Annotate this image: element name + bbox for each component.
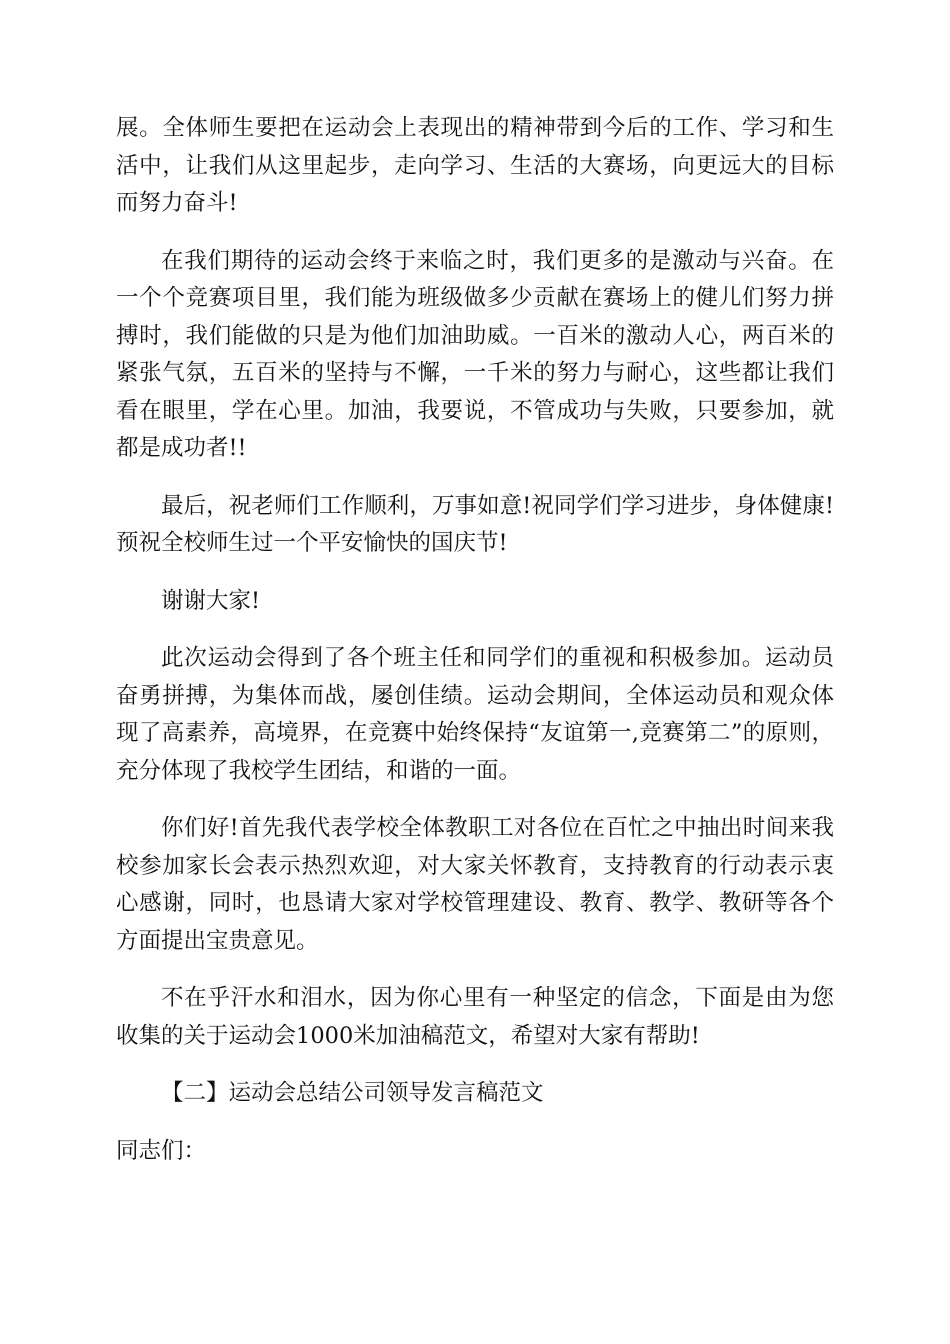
salutation: 同志们：	[116, 1137, 207, 1164]
paragraph-intro: 不在乎汗水和泪水，因为你心里有一种坚定的信念，下面是由为您收集的关于运动会1000米加油稿范文，希望对大家有帮助!	[116, 985, 834, 1049]
paragraph-continuation: 展。全体师生要把在运动会上表现出的精神带到今后的工作、学习和生活中，让我们从这里起步，走向学习、生活的大赛场，向更远大的目标而努力奋斗!	[116, 115, 834, 216]
section-heading: 【二】运动会总结公司领导发言稿范文	[161, 1080, 544, 1106]
document-body	[116, 110, 834, 1190]
paragraph-greeting-parents: 你们好!首先我代表学校全体教职工对各位在百忙之中抽出时间来我校参加家长会表示热烈欢迎，对大家关怀教育，支持教育的行动表示衷心感谢，同时，也恳请大家对学校管理建设、教育、教学、教研等各个方面提出宝贵意见。	[116, 815, 834, 954]
paragraph-summary: 此次运动会得到了各个班主任和同学们的重视和积极参加。运动员奋勇拼搏，为集体而战，屡创佳绩。运动会期间，全体运动员和观众体现了高素养，高境界，在竞赛中始终保持“友谊第一,竞赛第二”的原则，充分体现了我校学生团结，和谐的一面。	[116, 645, 834, 784]
paragraph-thanks: 谢谢大家!	[161, 587, 261, 614]
paragraph-wishes: 最后，祝老师们工作顺利，万事如意!祝同学们学习进步，身体健康!预祝全校师生过一个平安愉快的国庆节!	[116, 492, 834, 556]
paragraph-cheer: 在我们期待的运动会终于来临之时，我们更多的是激动与兴奋。在一个个竞赛项目里，我们能为班级做多少贡献在赛场上的健儿们努力拼搏时，我们能做的只是为他们加油助威。一百米的激动人心，两百米的紧张气氛，五百米的坚持与不懈，一千米的努力与耐心，这些都让我们看在眼里，学在心里。加油，我要说，不管成功与失败，只要参加，就都是成功者!!	[116, 247, 834, 461]
